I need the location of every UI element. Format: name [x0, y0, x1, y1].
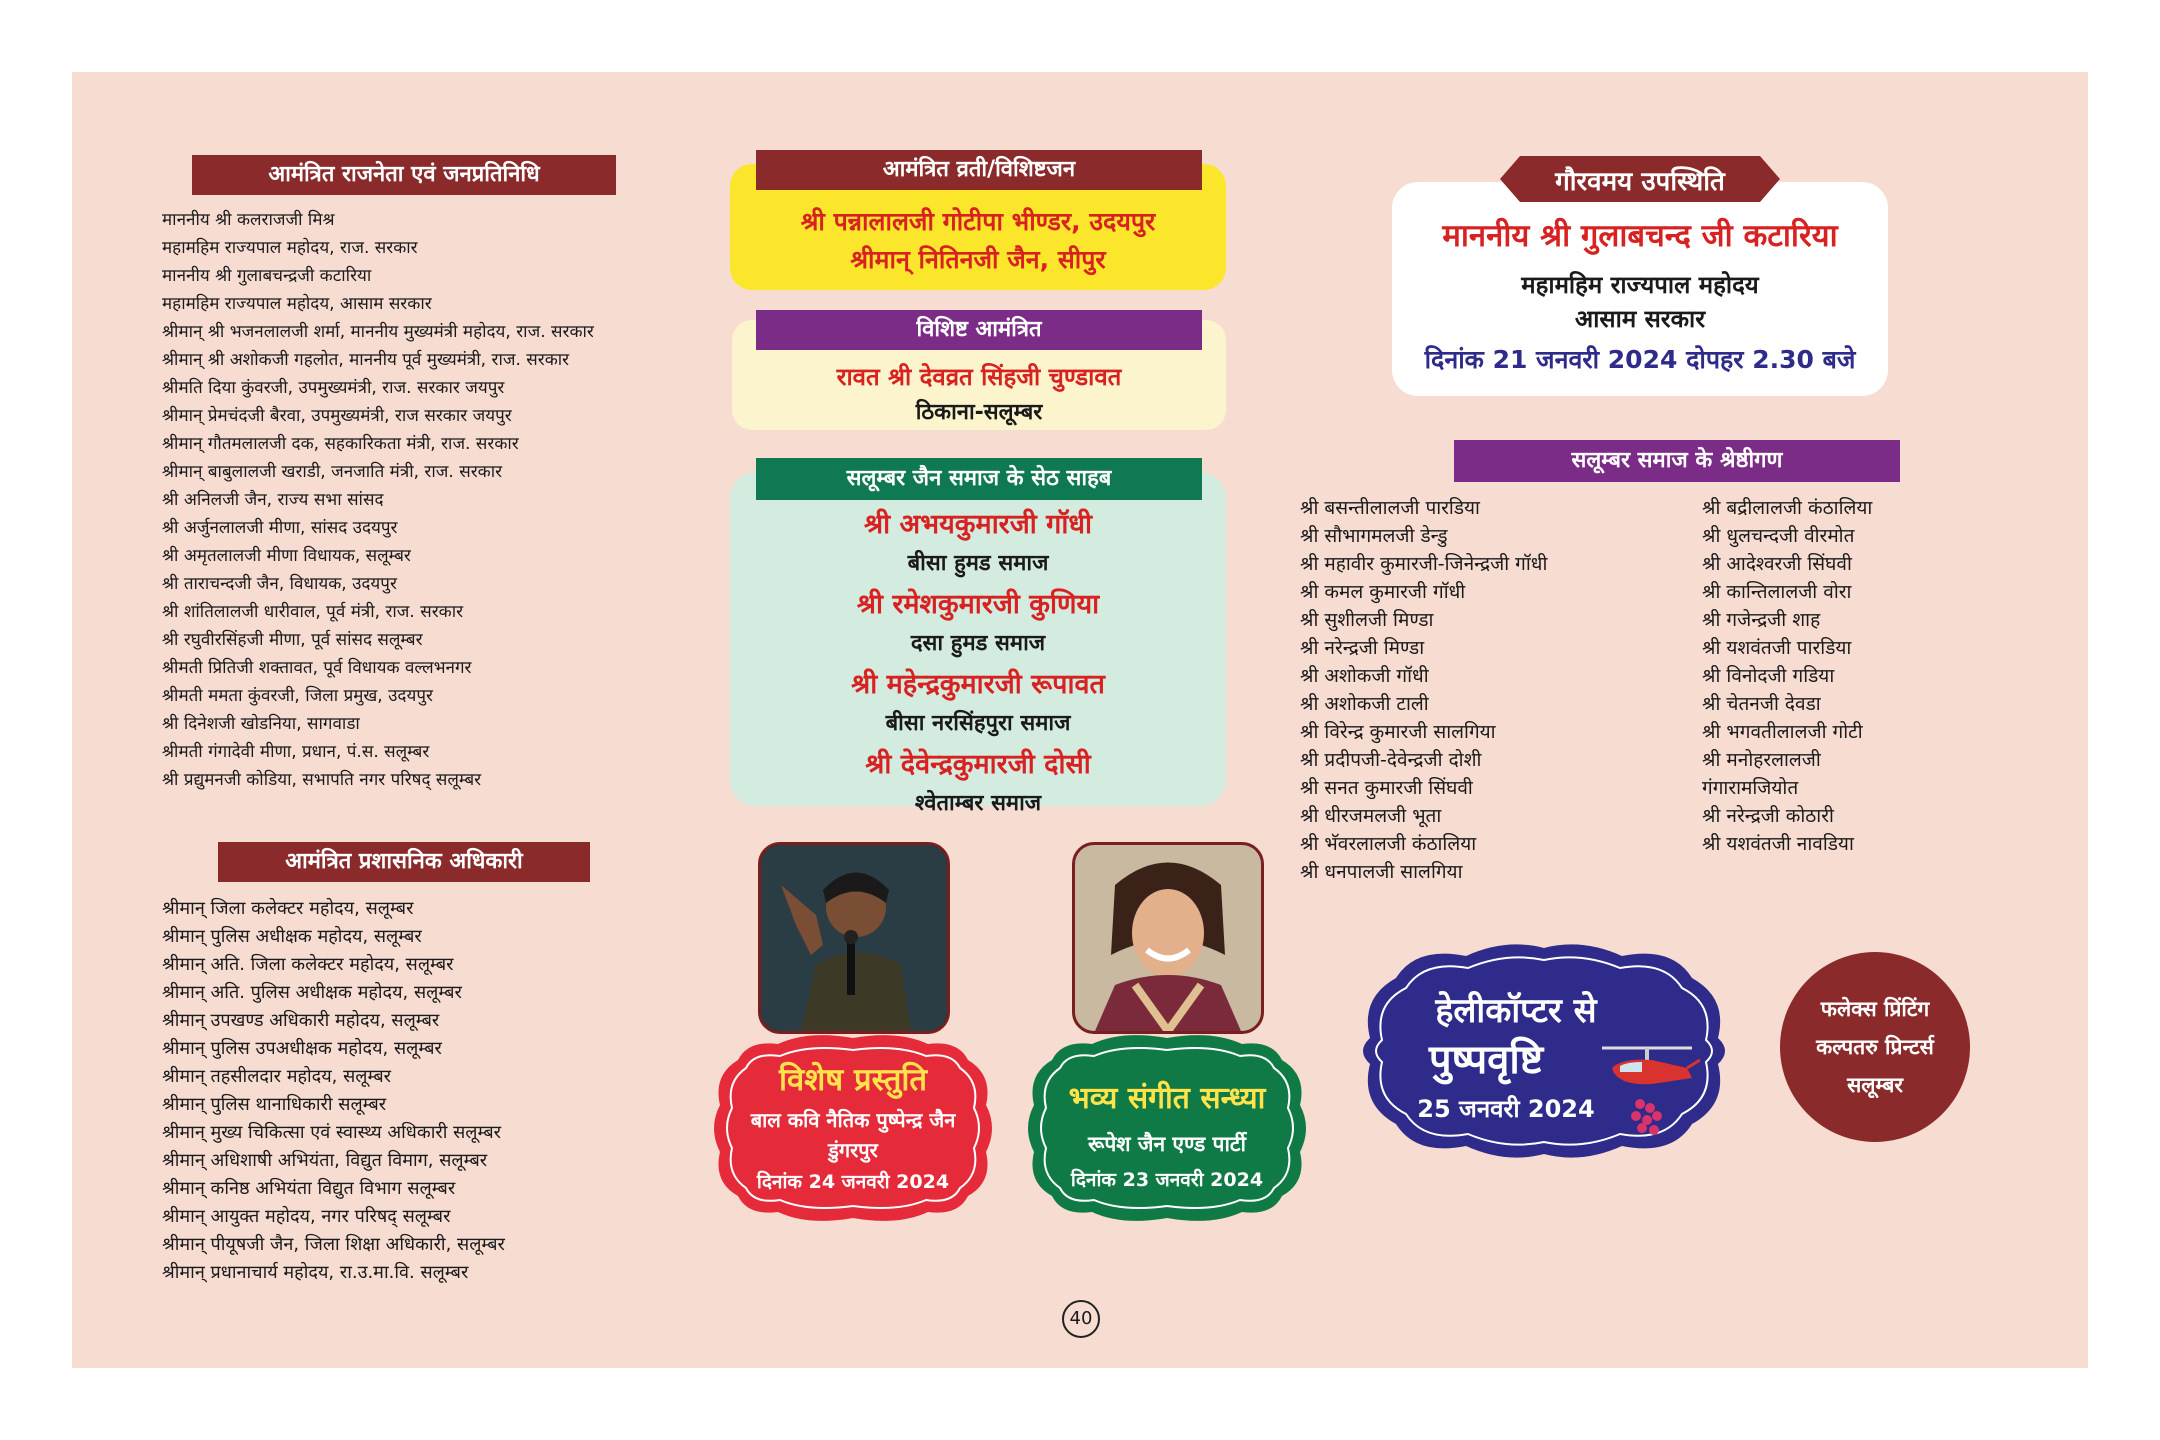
flex-line1: फलेक्स प्रिंटिंग — [1820, 997, 1930, 1021]
shresthi-item: श्री अशोकजी गॉधी — [1300, 665, 1429, 687]
politician-item: श्री रघुवीरसिंहजी मीणा, पूर्व सांसद सलूम्बर — [162, 630, 423, 650]
officer-item: श्रीमान् अधिशाषी अभियंता, विद्युत विमाग, सलूम्बर — [162, 1150, 488, 1171]
seth-name: श्री अभयकुमारजी गॉधी — [864, 509, 1092, 540]
officer-item: श्रीमान् कनिष्ठ अभियंता विद्युत विभाग सलूम्बर — [162, 1178, 456, 1199]
seth-name: श्री देवेन्द्रकुमारजी दोसी — [865, 749, 1091, 780]
badge2-line1: रूपेश जैन एण्ड पार्टी — [1088, 1132, 1246, 1156]
badge-green-shape — [1022, 1030, 1312, 1226]
shresthi-item: श्री महावीर कुमारजी-जिनेन्द्रजी गॉधी — [1300, 553, 1548, 575]
officer-item: श्रीमान् पुलिस अधीक्षक महोदय, सलूम्बर — [162, 926, 422, 947]
shresthi-item: श्री कान्तिलालजी वोरा — [1702, 581, 1852, 603]
politician-item: माननीय श्री गुलाबचन्द्रजी कटारिया — [162, 266, 372, 286]
shresthi-item: श्री गजेन्द्रजी शाह — [1702, 609, 1821, 631]
politician-item: श्री प्रद्युमनजी कोडिया, सभापति नगर परिषद् सलूम्बर — [162, 770, 482, 790]
politician-item: श्री दिनेशजी खोडनिया, सागवाडा — [162, 714, 360, 734]
seth-samaj: दसा हुमड समाज — [910, 631, 1046, 656]
gaurav-header-text: गौरवमय उपस्थिति — [1555, 167, 1725, 197]
photo-singer — [1072, 842, 1264, 1034]
shresthi-item: श्री यशवंतजी नावडिया — [1702, 833, 1854, 855]
badge2-title: भव्य संगीत सन्ध्या — [1068, 1081, 1266, 1116]
special-header: विशिष्ट आमंत्रित — [756, 310, 1202, 350]
special-name: रावत श्री देवव्रत सिंहजी चुण्डावत — [836, 363, 1122, 391]
printer-credit-circle — [1780, 952, 1970, 1142]
gaurav-header — [1500, 156, 1780, 202]
politician-item: महामहिम राज्यपाल महोदय, आसाम सरकार — [162, 294, 432, 314]
seth-header: सलूम्बर जैन समाज के सेठ साहब — [756, 458, 1202, 500]
seth-samaj: बीसा नरसिंहपुरा समाज — [885, 711, 1071, 736]
officer-item: श्रीमान् मुख्य चिकित्सा एवं स्वास्थ्य अधिकारी सलूम्बर — [162, 1122, 501, 1143]
shresthi-item: श्री चेतनजी देवडा — [1702, 693, 1821, 715]
shresthi-item: गंगारामजियोत — [1702, 777, 1799, 799]
shresthi-item: श्री विरेन्द्र कुमारजी सालगिया — [1300, 721, 1496, 743]
vrati-line-2: श्रीमान् नितिनजी जैन, सीपुर — [850, 245, 1106, 274]
photo-child-poet — [758, 842, 950, 1034]
officer-item: श्रीमान् अति. जिला कलेक्टर महोदय, सलूम्बर — [162, 954, 454, 975]
badge-special-performance — [708, 1030, 998, 1226]
officer-item: श्रीमान् आयुक्त महोदय, नगर परिषद् सलूम्बर — [162, 1206, 451, 1227]
shresthi-item: श्री धुलचन्दजी वीरमोत — [1702, 525, 1855, 547]
shresthi-item: श्री कमल कुमारजी गॉधी — [1300, 581, 1466, 603]
officer-item: श्रीमान् अति. पुलिस अधीक्षक महोदय, सलूम्बर — [162, 982, 462, 1003]
vrati-header: आमंत्रित व्रती/विशिष्टजन — [756, 150, 1202, 190]
vrati-line-1: श्री पन्नालालजी गोटीपा भीण्डर, उदयपुर — [800, 207, 1156, 236]
shresthi-item: श्री बद्रीलालजी कंठालिया — [1702, 497, 1873, 519]
chief-title2: आसाम सरकार — [1574, 305, 1706, 333]
shresthi-item: श्री बसन्तीलालजी पारडिया — [1300, 497, 1480, 519]
shresthi-list-col1 — [1300, 494, 1700, 886]
flex-line3: सलूम्बर — [1847, 1073, 1903, 1097]
shresthi-header: सलूम्बर समाज के श्रेष्ठीगण — [1454, 440, 1900, 482]
officers-list — [162, 894, 782, 1286]
officer-item: श्रीमान् प्रधानाचार्य महोदय, रा.उ.मा.वि. सलूम्बर — [162, 1262, 469, 1283]
seth-samaj: बीसा हुमड समाज — [907, 551, 1049, 576]
brochure-page — [72, 72, 2088, 1368]
helicopter-badge — [1356, 938, 1732, 1164]
shresthi-item: श्री धनपालजी सालगिया — [1300, 861, 1463, 883]
politician-item: महामहिम राज्यपाल महोदय, राज. सरकार — [162, 238, 418, 258]
performer-2-image — [1075, 845, 1261, 1031]
politician-item: माननीय श्री कलराजजी मिश्र — [162, 210, 335, 230]
shresthi-item: श्री आदेश्वरजी सिंघवी — [1702, 553, 1852, 575]
politician-item: श्रीमान् बाबुलालजी खराडी, जनजाति मंत्री, राज. सरकार — [162, 462, 503, 482]
politician-item: श्रीमती ममता कुंवरजी, जिला प्रमुख, उदयपुर — [162, 686, 433, 706]
badge2-date: दिनांक 23 जनवरी 2024 — [1070, 1169, 1264, 1191]
performer-1-image — [761, 845, 947, 1031]
shresthi-item: श्री सनत कुमारजी सिंघवी — [1300, 777, 1473, 799]
shresthi-item: श्री धीरजमलजी भूता — [1300, 805, 1442, 827]
seth-list — [730, 504, 1226, 824]
officer-item: श्रीमान् तहसीलदार महोदय, सलूम्बर — [162, 1066, 391, 1087]
shresthi-item: श्री सौभागमलजी डेन्डु — [1300, 525, 1448, 547]
politician-item: श्रीमती गंगादेवी मीणा, प्रधान, पं.स. सलूम्बर — [162, 742, 430, 762]
politician-item: श्रीमान् श्री भजनलालजी शर्मा, माननीय मुख्यमंत्री महोदय, राज. सरकार — [162, 322, 594, 342]
heli-line2: पुष्पवृष्टि — [1428, 1037, 1544, 1083]
page-number: 40 — [1062, 1300, 1100, 1338]
politician-item: श्री अनिलजी जैन, राज्य सभा सांसद — [162, 490, 384, 510]
politician-item: श्रीमति दिया कुंवरजी, उपमुख्यमंत्री, राज. सरकार जयपुर — [162, 378, 505, 398]
helicopter-icon — [1592, 1038, 1702, 1138]
shresthi-item: श्री नरेन्द्रजी मिण्डा — [1300, 637, 1425, 659]
chief-name: माननीय श्री गुलाबचन्द जी कटारिया — [1442, 218, 1838, 254]
officer-item: श्रीमान् उपखण्ड अधिकारी महोदय, सलूम्बर — [162, 1010, 440, 1031]
shresthi-item: श्री भगवतीलालजी गोटी — [1702, 721, 1863, 743]
chief-date: दिनांक 21 जनवरी 2024 दोपहर 2.30 बजे — [1424, 345, 1856, 374]
officer-item: श्रीमान् पुलिस थानाधिकारी सलूम्बर — [162, 1094, 387, 1115]
politician-item: श्री अर्जुनलालजी मीणा, सांसद उदयपुर — [162, 518, 398, 538]
politician-item: श्री शांतिलालजी धारीवाल, पूर्व मंत्री, राज. सरकार — [162, 602, 464, 622]
seth-name: श्री महेन्द्रकुमारजी रूपावत — [851, 669, 1105, 700]
shresthi-item: श्री प्रदीपजी-देवेन्द्रजी दोशी — [1300, 749, 1482, 771]
politician-item: श्रीमती प्रितिजी शक्तावत, पूर्व विधायक वल्लभनगर — [162, 658, 472, 678]
politicians-list — [162, 206, 782, 794]
shresthi-item: श्री विनोदजी गडिया — [1702, 665, 1835, 687]
officer-item: श्रीमान् पुलिस उपअधीक्षक महोदय, सलूम्बर — [162, 1038, 442, 1059]
officer-item: श्रीमान् पीयूषजी जैन, जिला शिक्षा अधिकारी, सलूम्बर — [162, 1234, 505, 1255]
seth-samaj: श्वेताम्बर समाज — [914, 791, 1042, 816]
flex-line2: कल्पतरु प्रिन्टर्स — [1816, 1035, 1934, 1059]
shresthi-item: श्री यशवंतजी पारडिया — [1702, 637, 1852, 659]
special-place: ठिकाना-सलूम्बर — [915, 400, 1043, 425]
politician-item: श्रीमान् गौतमलालजी दक, सहकारिकता मंत्री, राज. सरकार — [162, 434, 519, 454]
shresthi-item: श्री सुशीलजी मिण्डा — [1300, 609, 1434, 631]
shresthi-item: श्री अशोकजी टाली — [1300, 693, 1429, 715]
badge1-line1: बाल कवि नैतिक पुष्पेन्द्र जैन — [750, 1108, 956, 1132]
seth-name: श्री रमेशकुमारजी कुणिया — [856, 589, 1100, 620]
officer-item: श्रीमान् जिला कलेक्टर महोदय, सलूम्बर — [162, 898, 414, 919]
heli-date: 25 जनवरी 2024 — [1417, 1095, 1595, 1123]
shresthi-list-col2 — [1702, 494, 2002, 858]
chief-title1: महामहिम राज्यपाल महोदय — [1521, 271, 1759, 299]
politicians-header: आमंत्रित राजनेता एवं जनप्रतिनिधि — [192, 155, 616, 195]
shresthi-item: श्री मनोहरलालजी — [1702, 749, 1821, 771]
politician-item: श्रीमान् प्रेमचंदजी बैरवा, उपमुख्यमंत्री, राज सरकार जयपुर — [162, 406, 512, 426]
shresthi-item: श्री भॅवरलालजी कंठालिया — [1300, 833, 1477, 855]
heli-line1: हेलीकॉप्टर से — [1435, 991, 1597, 1031]
officers-header: आमंत्रित प्रशासनिक अधिकारी — [218, 842, 590, 882]
badge1-title: विशेष प्रस्तुति — [778, 1062, 928, 1098]
politician-item: श्री ताराचन्दजी जैन, विधायक, उदयपुर — [162, 574, 397, 594]
politician-item: श्रीमान् श्री अशोकजी गहलोत, माननीय पूर्व मुख्यमंत्री, राज. सरकार — [162, 350, 570, 370]
shresthi-item: श्री नरेन्द्रजी कोठारी — [1702, 805, 1834, 827]
politician-item: श्री अमृतलालजी मीणा विधायक, सलूम्बर — [162, 546, 411, 566]
badge-music-evening — [1022, 1030, 1312, 1226]
badge1-line2: डुंगरपुर — [828, 1138, 878, 1162]
badge1-date: दिनांक 24 जनवरी 2024 — [756, 1171, 950, 1193]
